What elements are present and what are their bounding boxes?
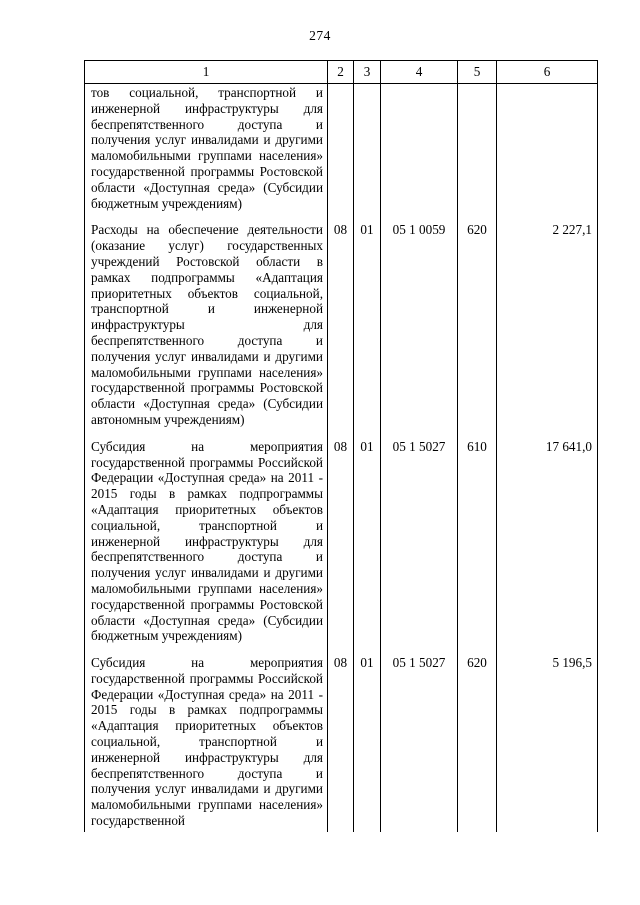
column-header-4: 4 <box>381 61 458 84</box>
row-amount: 17 641,0 <box>497 431 598 647</box>
row-expense-type: 620 <box>458 214 497 430</box>
row-subsection <box>354 84 381 215</box>
row-section: 08 <box>328 647 354 832</box>
table-row <box>85 431 598 647</box>
column-header-6: 6 <box>497 61 598 84</box>
row-target-article: 05 1 0059 <box>381 214 458 430</box>
row-section: 08 <box>328 431 354 647</box>
row-amount: 2 227,1 <box>497 214 598 430</box>
row-section <box>328 84 354 215</box>
table-row <box>85 84 598 215</box>
page-number: 274 <box>309 28 331 43</box>
row-expense-type: 610 <box>458 431 497 647</box>
row-section: 08 <box>328 214 354 430</box>
column-header-3: 3 <box>354 61 381 84</box>
column-header-1: 1 <box>85 61 328 84</box>
column-header-5: 5 <box>458 61 497 84</box>
row-description: тов социальной, транспортной и инженерной инфраструктуры для беспрепятственного доступа и получения услуг инвалидами и другими маломобильными группами населения» государственной программы Ростовской области «Доступная среда» (Субсидии бюджетным учреждениям) <box>85 84 328 215</box>
row-description: Расходы на обеспечение деятельности (оказание услуг) государственных учреждений Ростовской области в рамках подпрограммы «Адаптация приоритетных объектов социальной, транспортной и инженерной инфраструктуры для беспрепятственного доступа и получения услуг инвалидами и другими маломобильными группами населения» государственной программы Ростовской области «Доступная среда» (Субсидии автономным учреждениям) <box>85 214 328 430</box>
column-number-row <box>85 61 598 84</box>
row-subsection: 01 <box>354 647 381 832</box>
table-row <box>85 214 598 430</box>
row-subsection: 01 <box>354 431 381 647</box>
row-description: Субсидия на мероприятия государственной программы Российской Федерации «Доступная среда» на 2011 - 2015 годы в рамках подпрограммы «Адаптация приоритетных объектов социальной, транспортной и инженерной инфраструктуры для беспрепятственного доступа и получения услуг инвалидами и другими маломобильными группами населения» государственной <box>85 647 328 832</box>
row-target-article: 05 1 5027 <box>381 647 458 832</box>
column-header-2: 2 <box>328 61 354 84</box>
row-description: Субсидия на мероприятия государственной программы Российской Федерации «Доступная среда» на 2011 - 2015 годы в рамках подпрограммы «Адаптация приоритетных объектов социальной, транспортной и инженерной инфраструктуры для беспрепятственного доступа и получения услуг инвалидами и другими маломобильными группами населения» государственной программы Ростовской области «Доступная среда» (Субсидии бюджетным учреждениям) <box>85 431 328 647</box>
table-row <box>85 647 598 832</box>
row-expense-type <box>458 84 497 215</box>
row-target-article: 05 1 5027 <box>381 431 458 647</box>
budget-table <box>84 60 598 832</box>
row-amount: 5 196,5 <box>497 647 598 832</box>
row-subsection: 01 <box>354 214 381 430</box>
row-expense-type: 620 <box>458 647 497 832</box>
row-target-article <box>381 84 458 215</box>
row-amount <box>497 84 598 215</box>
